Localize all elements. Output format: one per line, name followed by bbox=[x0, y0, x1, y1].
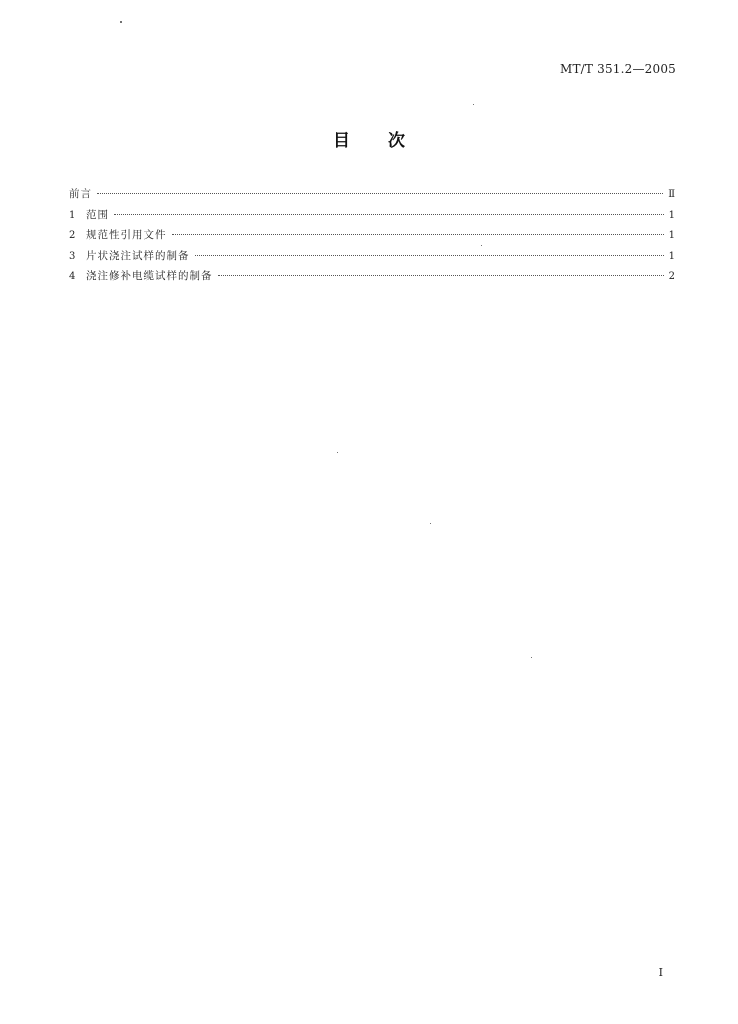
toc-entry-number: 4 bbox=[69, 271, 76, 282]
toc-entry-title: 浇注修补电缆试样的制备 bbox=[86, 270, 213, 282]
page-title: 目次 bbox=[333, 131, 443, 151]
toc-entry-number: 1 bbox=[69, 209, 76, 221]
toc-entry-title: 前言 bbox=[69, 188, 92, 200]
dot-leader bbox=[172, 234, 664, 235]
toc-entry-cable-repair-specimen-preparation[interactable] bbox=[69, 268, 675, 289]
toc-entry-title: 范围 bbox=[86, 208, 109, 221]
table-of-contents bbox=[69, 186, 675, 289]
toc-entry-title: 规范性引用文件 bbox=[86, 229, 167, 241]
toc-entry-foreword[interactable] bbox=[69, 186, 675, 207]
toc-entry-normative-references[interactable] bbox=[69, 227, 675, 248]
dot-leader bbox=[195, 255, 664, 256]
toc-entry-page: 2 bbox=[668, 271, 675, 282]
page-number: I bbox=[658, 966, 663, 979]
scan-speck bbox=[430, 523, 431, 524]
toc-entry-title: 片状浇注试样的制备 bbox=[86, 249, 190, 262]
toc-entry-page: 1 bbox=[668, 250, 675, 262]
toc-entry-page: 1 bbox=[668, 230, 675, 241]
toc-entry-number: 2 bbox=[69, 230, 76, 241]
toc-entry-scope[interactable] bbox=[69, 207, 675, 228]
toc-entry-page: 1 bbox=[668, 209, 675, 221]
scan-speck bbox=[473, 104, 474, 105]
scan-speck bbox=[531, 657, 532, 658]
dot-leader bbox=[218, 275, 664, 276]
dot-leader bbox=[97, 193, 663, 194]
toc-entry-number: 3 bbox=[69, 250, 76, 262]
scan-speck bbox=[120, 21, 122, 23]
document-code: MT/T 351.2—2005 bbox=[559, 62, 676, 76]
dot-leader bbox=[114, 214, 664, 215]
scan-speck bbox=[337, 452, 338, 453]
toc-entry-sheet-specimen-preparation[interactable] bbox=[69, 248, 675, 269]
toc-entry-page: Ⅱ bbox=[668, 189, 675, 200]
